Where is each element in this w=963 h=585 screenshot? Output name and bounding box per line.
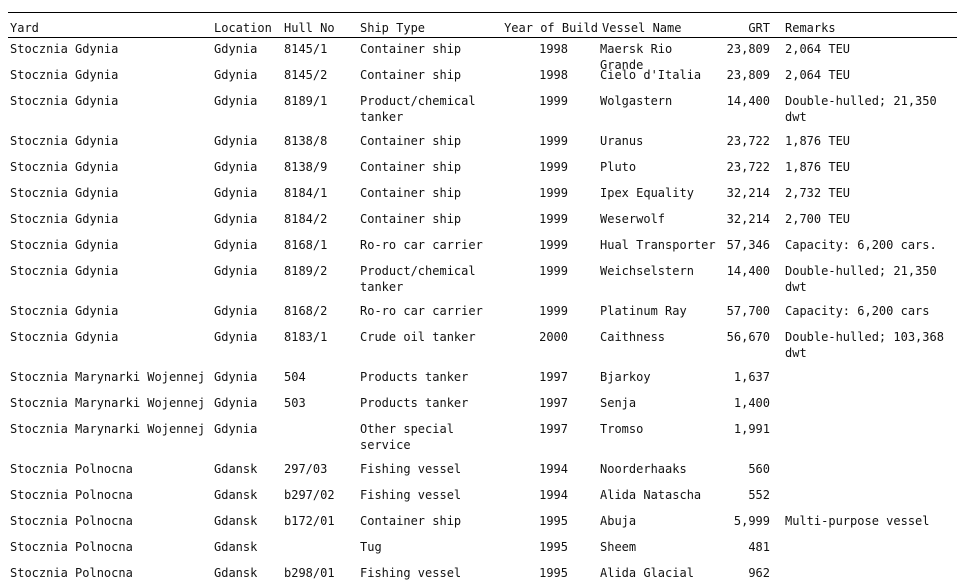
cell-hull-no: 504: [284, 370, 306, 384]
table-row: [8, 260, 957, 300]
cell-vessel-name: Noorderhaaks: [600, 462, 687, 476]
cell-location: Gdansk: [214, 540, 258, 554]
cell-ship-type: Container ship: [360, 160, 462, 174]
cell-hull-no: 8183/1: [284, 330, 328, 344]
header-year-of-build: Year of Build: [504, 21, 598, 35]
cell-grt: 23,722: [726, 160, 770, 174]
cell-grt: 57,346: [726, 238, 770, 252]
cell-remarks: Capacity: 6,200 cars: [785, 304, 930, 318]
cell-grt: 32,214: [726, 212, 770, 226]
cell-yard: Stocznia Polnocna: [10, 462, 133, 476]
table-row: [8, 418, 957, 458]
cell-grt: 5,999: [733, 514, 770, 528]
table-row: [8, 38, 957, 72]
table-row: [8, 300, 957, 326]
cell-year-of-build: 1995: [539, 514, 568, 528]
cell-yard: Stocznia Polnocna: [10, 514, 133, 528]
cell-grt: 552: [748, 488, 770, 502]
cell-year-of-build: 1995: [539, 540, 568, 554]
cell-remarks: 2,064 TEU: [785, 42, 851, 56]
cell-year-of-build: 1998: [539, 42, 568, 56]
cell-location: Gdynia: [214, 134, 258, 148]
cell-ship-type: Container ship: [360, 212, 462, 226]
cell-grt: 32,214: [726, 186, 770, 200]
cell-grt: 14,400: [726, 94, 770, 108]
cell-location: Gdynia: [214, 330, 258, 344]
cell-ship-type: Products tanker: [360, 396, 469, 410]
cell-remarks: 1,876 TEU: [785, 160, 851, 174]
cell-ship-type: Product/chemical tanker: [360, 264, 483, 294]
cell-grt: 23,809: [726, 68, 770, 82]
cell-year-of-build: 1999: [539, 186, 568, 200]
cell-yard: Stocznia Gdynia: [10, 68, 119, 82]
cell-location: Gdynia: [214, 186, 258, 200]
cell-location: Gdynia: [214, 94, 258, 108]
cell-grt: 14,400: [726, 264, 770, 278]
table-row: [8, 64, 957, 90]
cell-yard: Stocznia Marynarki Wojennej: [10, 396, 206, 410]
cell-hull-no: 8189/1: [284, 94, 328, 108]
table-body: [8, 38, 957, 585]
cell-yard: Stocznia Marynarki Wojennej: [10, 370, 206, 384]
cell-location: Gdynia: [214, 212, 258, 226]
cell-grt: 1,400: [733, 396, 770, 410]
cell-yard: Stocznia Polnocna: [10, 566, 133, 580]
cell-location: Gdynia: [214, 238, 258, 252]
cell-ship-type: Ro-ro car carrier: [360, 304, 483, 318]
cell-year-of-build: 1997: [539, 396, 568, 410]
table-row: [8, 366, 957, 392]
cell-ship-type: Other special service: [360, 422, 462, 452]
cell-location: Gdynia: [214, 422, 258, 436]
cell-remarks: 2,700 TEU: [785, 212, 851, 226]
cell-vessel-name: Abuja: [600, 514, 637, 528]
cell-ship-type: Product/chemical tanker: [360, 94, 483, 124]
cell-yard: Stocznia Gdynia: [10, 264, 119, 278]
cell-hull-no: b298/01: [284, 566, 335, 580]
table-row: [8, 458, 957, 484]
cell-grt: 57,700: [726, 304, 770, 318]
cell-yard: Stocznia Gdynia: [10, 212, 119, 226]
cell-grt: 1,991: [733, 422, 770, 436]
cell-year-of-build: 1999: [539, 212, 568, 226]
header-hull-no: Hull No: [284, 21, 335, 35]
cell-location: Gdansk: [214, 514, 258, 528]
cell-ship-type: Fishing vessel: [360, 566, 462, 580]
cell-ship-type: Crude oil tanker: [360, 330, 476, 344]
table-row: [8, 234, 957, 260]
cell-ship-type: Container ship: [360, 134, 462, 148]
cell-grt: 56,670: [726, 330, 770, 344]
cell-yard: Stocznia Polnocna: [10, 540, 133, 554]
cell-grt: 23,809: [726, 42, 770, 56]
cell-location: Gdansk: [214, 566, 258, 580]
cell-hull-no: 8168/1: [284, 238, 328, 252]
cell-yard: Stocznia Gdynia: [10, 134, 119, 148]
cell-vessel-name: Weichselstern: [600, 264, 694, 278]
cell-ship-type: Products tanker: [360, 370, 469, 384]
cell-location: Gdansk: [214, 462, 258, 476]
cell-year-of-build: 1994: [539, 462, 568, 476]
table-row: [8, 156, 957, 182]
cell-hull-no: b172/01: [284, 514, 335, 528]
cell-remarks: 2,732 TEU: [785, 186, 851, 200]
cell-vessel-name: Alida Glacial: [600, 566, 694, 580]
table-row: [8, 536, 957, 562]
cell-vessel-name: Pluto: [600, 160, 637, 174]
cell-location: Gdynia: [214, 304, 258, 318]
cell-vessel-name: Alida Natascha: [600, 488, 702, 502]
cell-year-of-build: 1995: [539, 566, 568, 580]
cell-vessel-name: Senja: [600, 396, 637, 410]
cell-location: Gdynia: [214, 396, 258, 410]
cell-year-of-build: 1999: [539, 160, 568, 174]
cell-grt: 560: [748, 462, 770, 476]
table-row: [8, 182, 957, 208]
cell-hull-no: 8138/9: [284, 160, 328, 174]
cell-hull-no: 503: [284, 396, 306, 410]
cell-remarks: Double-hulled; 21,350 dwt: [785, 94, 944, 124]
cell-location: Gdynia: [214, 68, 258, 82]
cell-grt: 962: [748, 566, 770, 580]
cell-vessel-name: Weserwolf: [600, 212, 666, 226]
cell-hull-no: b297/02: [284, 488, 335, 502]
cell-year-of-build: 1999: [539, 264, 568, 278]
cell-hull-no: 8145/2: [284, 68, 328, 82]
cell-year-of-build: 1999: [539, 94, 568, 108]
cell-yard: Stocznia Polnocna: [10, 488, 133, 502]
table-row: [8, 130, 957, 156]
cell-hull-no: 8184/1: [284, 186, 328, 200]
cell-year-of-build: 1997: [539, 422, 568, 436]
table-row: [8, 510, 957, 536]
cell-vessel-name: Wolgastern: [600, 94, 673, 108]
table-row: [8, 392, 957, 418]
cell-ship-type: Container ship: [360, 514, 462, 528]
table-header-row: [8, 13, 957, 38]
cell-ship-type: Ro-ro car carrier: [360, 238, 483, 252]
cell-remarks: Capacity: 6,200 cars.: [785, 238, 937, 252]
cell-hull-no: 297/03: [284, 462, 328, 476]
cell-vessel-name: Maersk Rio Grande: [600, 42, 680, 72]
cell-year-of-build: 1997: [539, 370, 568, 384]
cell-ship-type: Container ship: [360, 186, 462, 200]
cell-yard: Stocznia Gdynia: [10, 238, 119, 252]
cell-ship-type: Tug: [360, 540, 382, 554]
cell-hull-no: 8138/8: [284, 134, 328, 148]
cell-yard: Stocznia Gdynia: [10, 42, 119, 56]
cell-remarks: Double-hulled; 103,368 dwt: [785, 330, 952, 360]
cell-remarks: Multi-purpose vessel: [785, 514, 930, 528]
cell-year-of-build: 1999: [539, 304, 568, 318]
cell-yard: Stocznia Gdynia: [10, 94, 119, 108]
cell-vessel-name: Platinum Ray: [600, 304, 687, 318]
cell-year-of-build: 1998: [539, 68, 568, 82]
table-row: [8, 90, 957, 130]
cell-vessel-name: Hual Transporter: [600, 238, 716, 252]
cell-location: Gdynia: [214, 42, 258, 56]
header-ship-type: Ship Type: [360, 21, 426, 35]
cell-ship-type: Container ship: [360, 42, 462, 56]
cell-yard: Stocznia Marynarki Wojennej: [10, 422, 206, 436]
cell-remarks: 1,876 TEU: [785, 134, 851, 148]
header-remarks: Remarks: [785, 21, 836, 35]
ship-build-table: [8, 12, 957, 585]
header-location: Location: [214, 21, 272, 35]
header-yard: Yard: [10, 21, 39, 35]
cell-remarks: 2,064 TEU: [785, 68, 851, 82]
cell-vessel-name: Ipex Equality: [600, 186, 694, 200]
cell-yard: Stocznia Gdynia: [10, 186, 119, 200]
cell-year-of-build: 1999: [539, 134, 568, 148]
cell-vessel-name: Tromso: [600, 422, 644, 436]
cell-year-of-build: 2000: [539, 330, 568, 344]
cell-remarks: Double-hulled; 21,350 dwt: [785, 264, 944, 294]
cell-location: Gdynia: [214, 264, 258, 278]
cell-grt: 1,637: [733, 370, 770, 384]
cell-hull-no: 8189/2: [284, 264, 328, 278]
cell-vessel-name: Sheem: [600, 540, 637, 554]
cell-hull-no: 8184/2: [284, 212, 328, 226]
table-row: [8, 326, 957, 366]
cell-ship-type: Fishing vessel: [360, 488, 462, 502]
cell-yard: Stocznia Gdynia: [10, 160, 119, 174]
table-row: [8, 562, 957, 585]
header-grt: GRT: [748, 21, 770, 35]
cell-vessel-name: Uranus: [600, 134, 644, 148]
cell-year-of-build: 1999: [539, 238, 568, 252]
cell-hull-no: 8168/2: [284, 304, 328, 318]
cell-vessel-name: Bjarkoy: [600, 370, 651, 384]
cell-grt: 481: [748, 540, 770, 554]
cell-yard: Stocznia Gdynia: [10, 304, 119, 318]
cell-location: Gdynia: [214, 370, 258, 384]
cell-yard: Stocznia Gdynia: [10, 330, 119, 344]
cell-vessel-name: Caithness: [600, 330, 666, 344]
cell-grt: 23,722: [726, 134, 770, 148]
cell-ship-type: Fishing vessel: [360, 462, 462, 476]
cell-year-of-build: 1994: [539, 488, 568, 502]
table-row: [8, 484, 957, 510]
cell-hull-no: 8145/1: [284, 42, 328, 56]
cell-vessel-name: Cielo d'Italia: [600, 68, 702, 82]
cell-ship-type: Container ship: [360, 68, 462, 82]
header-vessel-name: Vessel Name: [602, 21, 682, 35]
cell-location: Gdynia: [214, 160, 258, 174]
cell-location: Gdansk: [214, 488, 258, 502]
table-row: [8, 208, 957, 234]
